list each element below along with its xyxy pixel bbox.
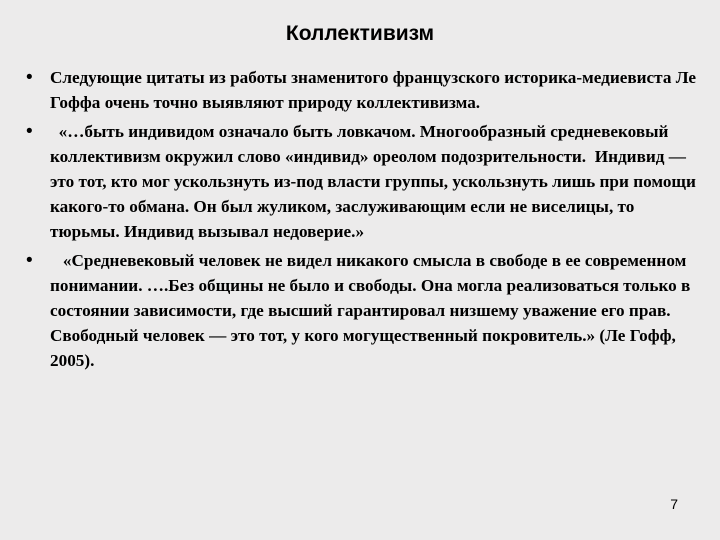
bullet-item [26, 119, 701, 244]
bullet-icon: • [26, 250, 33, 271]
bullet-text: Следующие цитаты из работы знаменитого французского историка-медиевиста Ле Гоффа очень точно выявляют природу коллективизма. [50, 68, 701, 112]
bullet-list [26, 65, 701, 377]
bullet-icon: • [26, 121, 33, 142]
slide-title: Коллективизм [285, 22, 435, 45]
bullet-item [26, 65, 701, 115]
page-number: 7 [670, 496, 678, 512]
bullet-text: «Средневековый человек не видел никакого смысла в свободе в ее современном понимании. ….Без общины не было и свободы. Она могла реализоваться только в состоянии зависимости, где высший гарантировал низшему уважение его прав. Свободный человек — это тот, у кого могущественный покровитель.» (Ле Гофф, 2005). [50, 251, 695, 370]
bullet-icon: • [26, 67, 33, 88]
bullet-text: «…быть индивидом означало быть ловкачом. Многообразный средневековый коллективизм окружил слово «индивид» ореолом подозрительности. Индивид — это тот, кто мог ускользнуть из-под власти группы, ускользнуть лишь при помощи какого-то обмана. Он был жуликом, заслуживающим если не виселицы, то тюрьмы. Индивид вызывал недоверие.» [50, 122, 701, 241]
bullet-item [26, 248, 698, 373]
